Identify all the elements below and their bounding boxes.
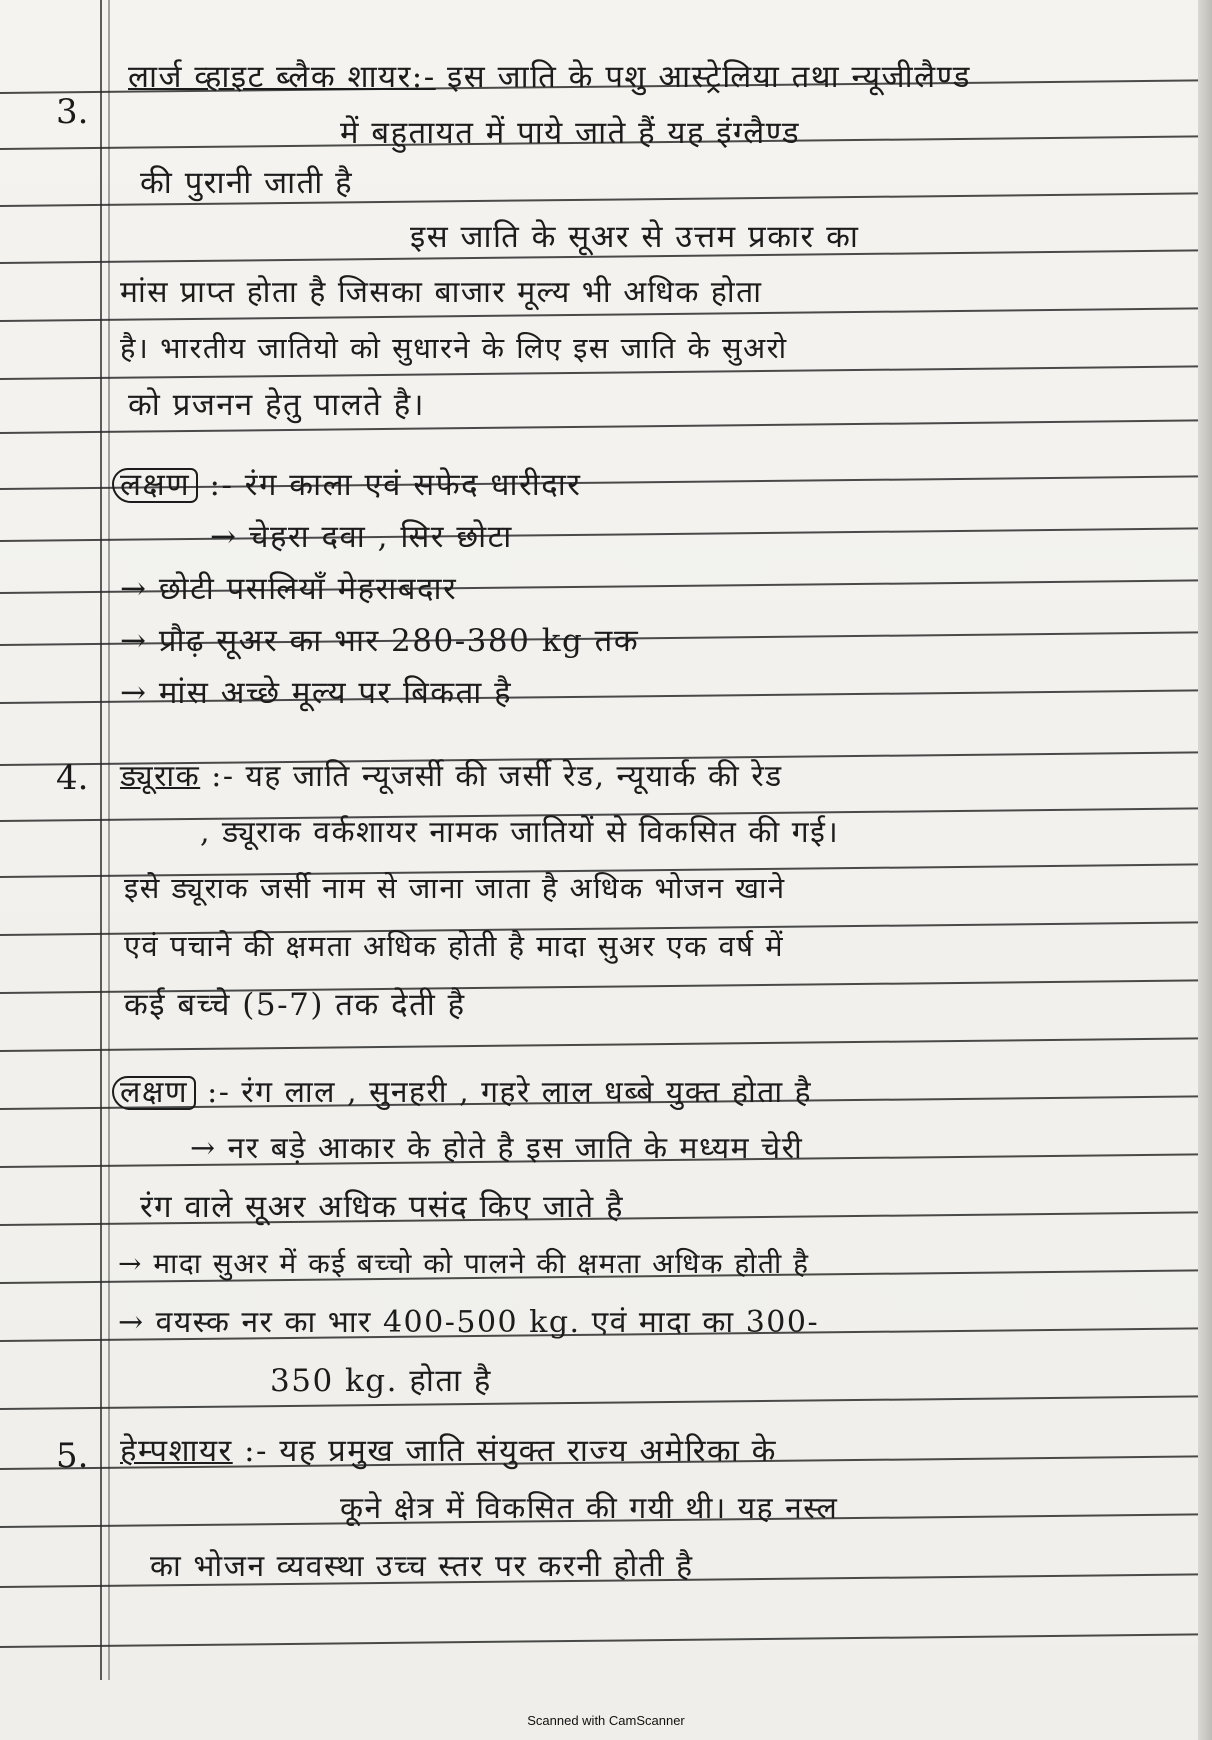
ruled-line bbox=[0, 1395, 1212, 1410]
ruled-line bbox=[0, 365, 1212, 380]
traits-heading bbox=[112, 1076, 1182, 1110]
trait-line: → मांस अच्छे मूल्य पर बिकता है bbox=[120, 675, 513, 711]
text-line: इस जाति के पशु आस्ट्रेलिया तथा न्यूजीलैण्ड bbox=[447, 59, 971, 95]
trait-line: :- रंग काला एवं सफेद धारीदार bbox=[209, 467, 582, 503]
traits-label: लक्षण bbox=[112, 1076, 196, 1110]
text-line: कूने क्षेत्र में विकसित की गयी थी। यह नस्ल bbox=[340, 1491, 839, 1526]
text-line: इस जाति के सूअर से उत्तम प्रकार का bbox=[410, 219, 860, 255]
ruled-line bbox=[0, 1633, 1212, 1648]
traits-label: लक्षण bbox=[112, 468, 198, 503]
text-line: है। भारतीय जातियो को सुधारने के लिए इस जाति के सुअरो bbox=[120, 331, 788, 365]
section-number: 4. bbox=[56, 758, 89, 798]
trait-line: → प्रौढ़ सूअर का भार 280-380 kg तक bbox=[120, 623, 640, 659]
text-line: , ड्यूराक वर्कशायर नामक जातियों से विकसित की गई। bbox=[200, 815, 840, 850]
scanner-watermark: Scanned with CamScanner bbox=[527, 1713, 685, 1728]
text-line: को प्रजनन हेतु पालते है। bbox=[128, 387, 425, 423]
trait-line: → चेहरा दवा , सिर छोटा bbox=[210, 519, 513, 555]
section-title: ड्यूराक bbox=[120, 759, 201, 794]
margin-line bbox=[100, 0, 102, 1680]
section-title: लार्ज व्हाइट ब्लैक शायर:- bbox=[128, 59, 436, 95]
text-line: का भोजन व्यवस्था उच्च स्तर पर करनी होती है bbox=[150, 1549, 694, 1584]
trait-line: → नर बड़े आकार के होते है इस जाति के मध्यम चेरी bbox=[190, 1131, 804, 1166]
trait-line: रंग वाले सूअर अधिक पसंद किए जाते है bbox=[140, 1189, 624, 1225]
section-heading bbox=[120, 759, 1182, 794]
traits-heading bbox=[112, 468, 1182, 503]
section-number: 3. bbox=[56, 92, 89, 132]
trait-line: :- रंग लाल , सुनहरी , गहरे लाल धब्बे युक्त होता है bbox=[207, 1075, 813, 1110]
text-line: :- यह जाति न्यूजर्सी की जर्सी रेड, न्यूयार्क की रेड bbox=[211, 759, 783, 794]
text-line: :- यह प्रमुख जाति संयुक्त राज्य अमेरिका के bbox=[244, 1433, 777, 1469]
ruled-line bbox=[0, 1037, 1212, 1052]
margin-line bbox=[108, 0, 110, 1680]
text-line: की पुरानी जाती है bbox=[140, 165, 354, 201]
section-title: हेम्पशायर bbox=[120, 1433, 233, 1469]
text-line: मांस प्राप्त होता है जिसका बाजार मूल्य भी अधिक होता bbox=[120, 275, 763, 310]
trait-line: → वयस्क नर का भार 400-500 kg. एवं मादा का 300- bbox=[118, 1305, 820, 1340]
text-line: में बहुतायत में पाये जाते हैं यह इंग्लैण्ड bbox=[340, 115, 801, 151]
text-line: एवं पचाने की क्षमता अधिक होती है मादा सुअर एक वर्ष में bbox=[124, 929, 785, 963]
section-heading bbox=[128, 59, 1182, 95]
trait-line: → मादा सुअर में कई बच्चो को पालने की क्षमता अधिक होती है bbox=[118, 1247, 810, 1280]
section-heading bbox=[120, 1433, 1182, 1469]
text-line: कई बच्चे (5-7) तक देती है bbox=[124, 987, 466, 1023]
page-edge bbox=[1198, 0, 1212, 1740]
trait-line: 350 kg. होता है bbox=[270, 1363, 492, 1399]
trait-line: → छोटी पसलियाँ मेहराबदार bbox=[120, 571, 458, 607]
text-line: इसे ड्यूराक जर्सी नाम से जाना जाता है अधिक भोजन खाने bbox=[124, 871, 786, 905]
section-number: 5. bbox=[56, 1436, 89, 1476]
